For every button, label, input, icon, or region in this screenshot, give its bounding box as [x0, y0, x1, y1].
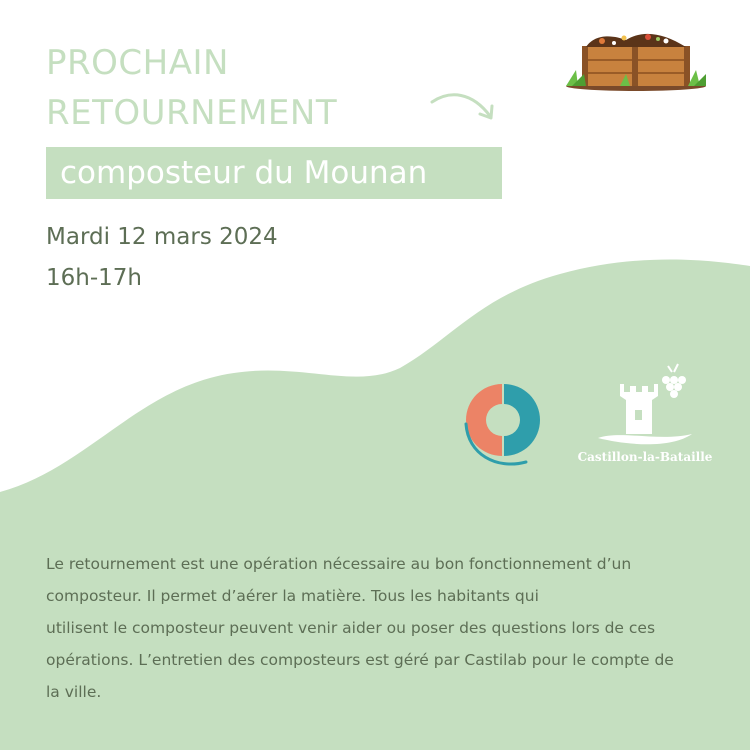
- title-line-1: PROCHAIN: [46, 43, 229, 83]
- compost-bin-icon: [562, 26, 710, 92]
- description-line: composteur. Il permet d’aérer la matière. Tous les habitants qui: [46, 587, 539, 605]
- location-tag: [46, 147, 502, 199]
- curved-arrow-icon: [428, 88, 498, 130]
- description-text: [46, 548, 716, 708]
- description-line: Le retournement est une opération nécessaire au bon fonctionnement d’un: [46, 555, 632, 573]
- castilab-logo-icon: [456, 376, 546, 470]
- description-line: opérations. L’entretien des composteurs est géré par Castilab pour le compte de: [46, 651, 674, 669]
- location-tag-text: composteur du Mounan: [60, 155, 428, 191]
- castillon-logo-text: Castillon-la-Bataille: [577, 450, 713, 464]
- event-date: Mardi 12 mars 2024: [46, 224, 278, 250]
- event-time: 16h-17h: [46, 265, 142, 291]
- description-line: utilisent le composteur peuvent venir aider ou poser des questions lors de ces: [46, 619, 656, 637]
- title-line-2: RETOURNEMENT: [46, 93, 338, 133]
- description-line: la ville.: [46, 683, 102, 701]
